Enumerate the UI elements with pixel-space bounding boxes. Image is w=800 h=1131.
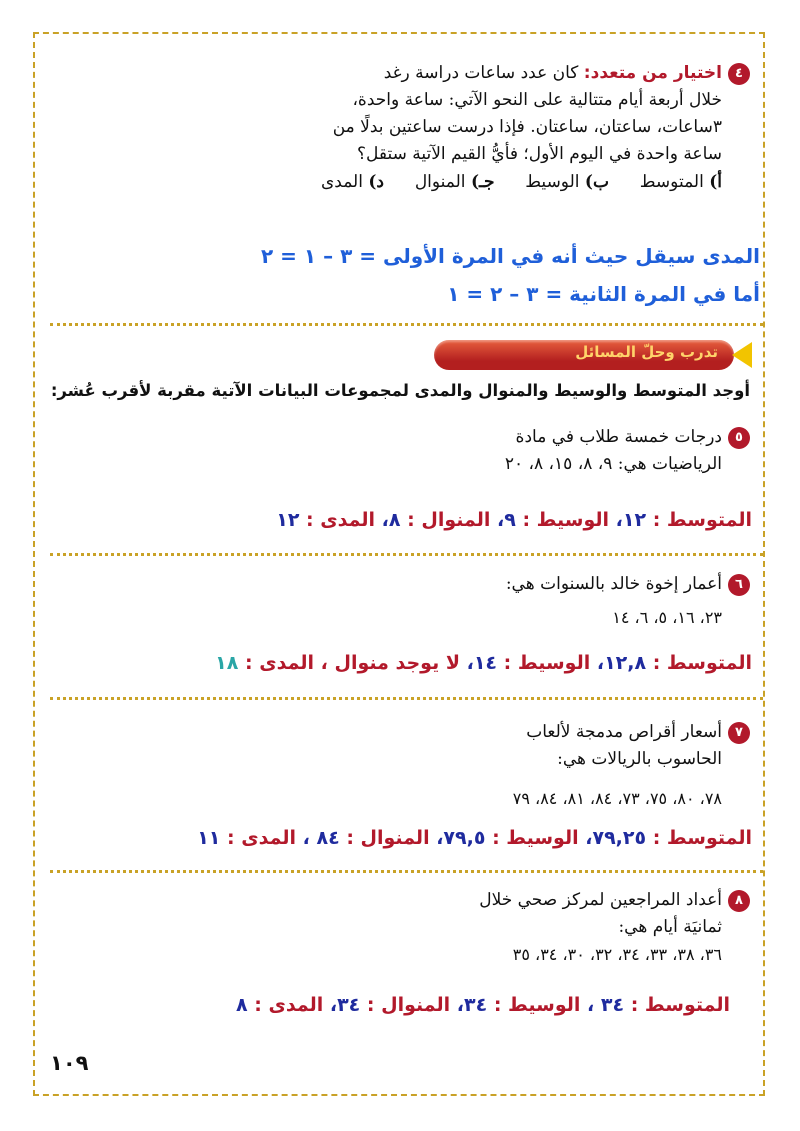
question-6 <box>506 571 750 631</box>
banner-label: تدرب وحلّ المسائل <box>575 343 718 361</box>
divider <box>50 697 763 700</box>
divider <box>50 553 763 556</box>
question-text: كان عدد ساعات دراسة رغد <box>383 63 579 83</box>
question-text: درجات خمسة طلاب في مادة <box>515 427 722 447</box>
option-b: ب) الوسيط <box>525 172 609 192</box>
question-data: ٧٨، ٨٠، ٧٥، ٧٣، ٨٤، ٨١، ٨٤، ٧٩ <box>512 789 722 808</box>
option-d: د) المدى <box>321 172 384 192</box>
question-number-badge: ٧ <box>728 722 750 744</box>
question-number-badge: ٨ <box>728 890 750 912</box>
question-8 <box>479 887 750 968</box>
answer-q8: المتوسط : ٣٤ ، الوسيط : ٣٤، المنوال : ٣٤، المدى : ٨ <box>236 994 730 1016</box>
question-7 <box>513 719 750 812</box>
section-banner <box>434 340 752 370</box>
divider <box>50 323 763 326</box>
question-4 <box>321 60 750 196</box>
question-5 <box>505 424 750 478</box>
question-keyword: اختيار من متعدد: <box>583 63 722 83</box>
question-data: الرياضيات هي: ٩، ٨، ١٥، ٨، ٢٠ <box>504 454 722 474</box>
question-text: خلال أربعة أيام متتالية على النحو الآتي: ساعة واحدة، <box>352 90 722 110</box>
answer-q7: المتوسط : ٧٩,٢٥، الوسيط : ٧٩,٥، المنوال : ٨٤ ، المدى : ١١ <box>197 827 752 849</box>
banner-pill <box>434 340 734 370</box>
question-number-badge: ٤ <box>728 63 750 85</box>
divider <box>50 870 763 873</box>
question-text: ثمانيَة أيام هي: <box>618 917 722 937</box>
option-c: جـ) المنوال <box>414 172 495 192</box>
question-text: ٣ساعات، ساعتان، ساعتان. فإذا درست ساعتين بدلًا من <box>332 117 722 137</box>
answer-q4-line1: المدى سيقل حيث أنه في المرة الأولى = ٣ – ١ = ٢ <box>261 244 760 268</box>
page-number: ١٠٩ <box>50 1051 89 1075</box>
question-text: أسعار أقراص مدمجة لألعاب <box>526 722 722 742</box>
question-number-badge: ٦ <box>728 574 750 596</box>
question-number-badge: ٥ <box>728 427 750 449</box>
answer-q6: المتوسط : ١٢,٨، الوسيط : ١٤، لا يوجد منوال ، المدى : ١٨ <box>215 652 752 674</box>
question-data: ٣٦، ٣٨، ٣٣، ٣٤، ٣٢، ٣٠، ٣٤، ٣٥ <box>512 945 722 964</box>
question-text: ساعة واحدة في اليوم الأول؛ فأيُّ القيم الآتية ستقل؟ <box>356 144 722 164</box>
answer-q5: المتوسط : ١٢، الوسيط : ٩، المنوال : ٨، المدى : ١٢ <box>276 509 752 531</box>
answer-q4-line2: أما في المرة الثانية = ٣ – ٢ = ١ <box>447 282 760 306</box>
instruction-text: أوجد المتوسط والوسيط والمنوال والمدى لمجموعات البيانات الآتية مقربة لأقرب عُشر: <box>50 381 750 400</box>
question-text: الحاسوب بالريالات هي: <box>557 749 722 769</box>
question-data: ٢٣، ١٦، ٥، ٦، ١٤ <box>612 608 722 627</box>
question-text: أعمار إخوة خالد بالسنوات هي: <box>505 574 722 594</box>
options-row <box>321 169 722 196</box>
option-a: أ) المتوسط <box>639 172 722 192</box>
banner-arrow-icon <box>732 342 752 368</box>
question-text: أعداد المراجعين لمركز صحي خلال <box>479 890 722 910</box>
